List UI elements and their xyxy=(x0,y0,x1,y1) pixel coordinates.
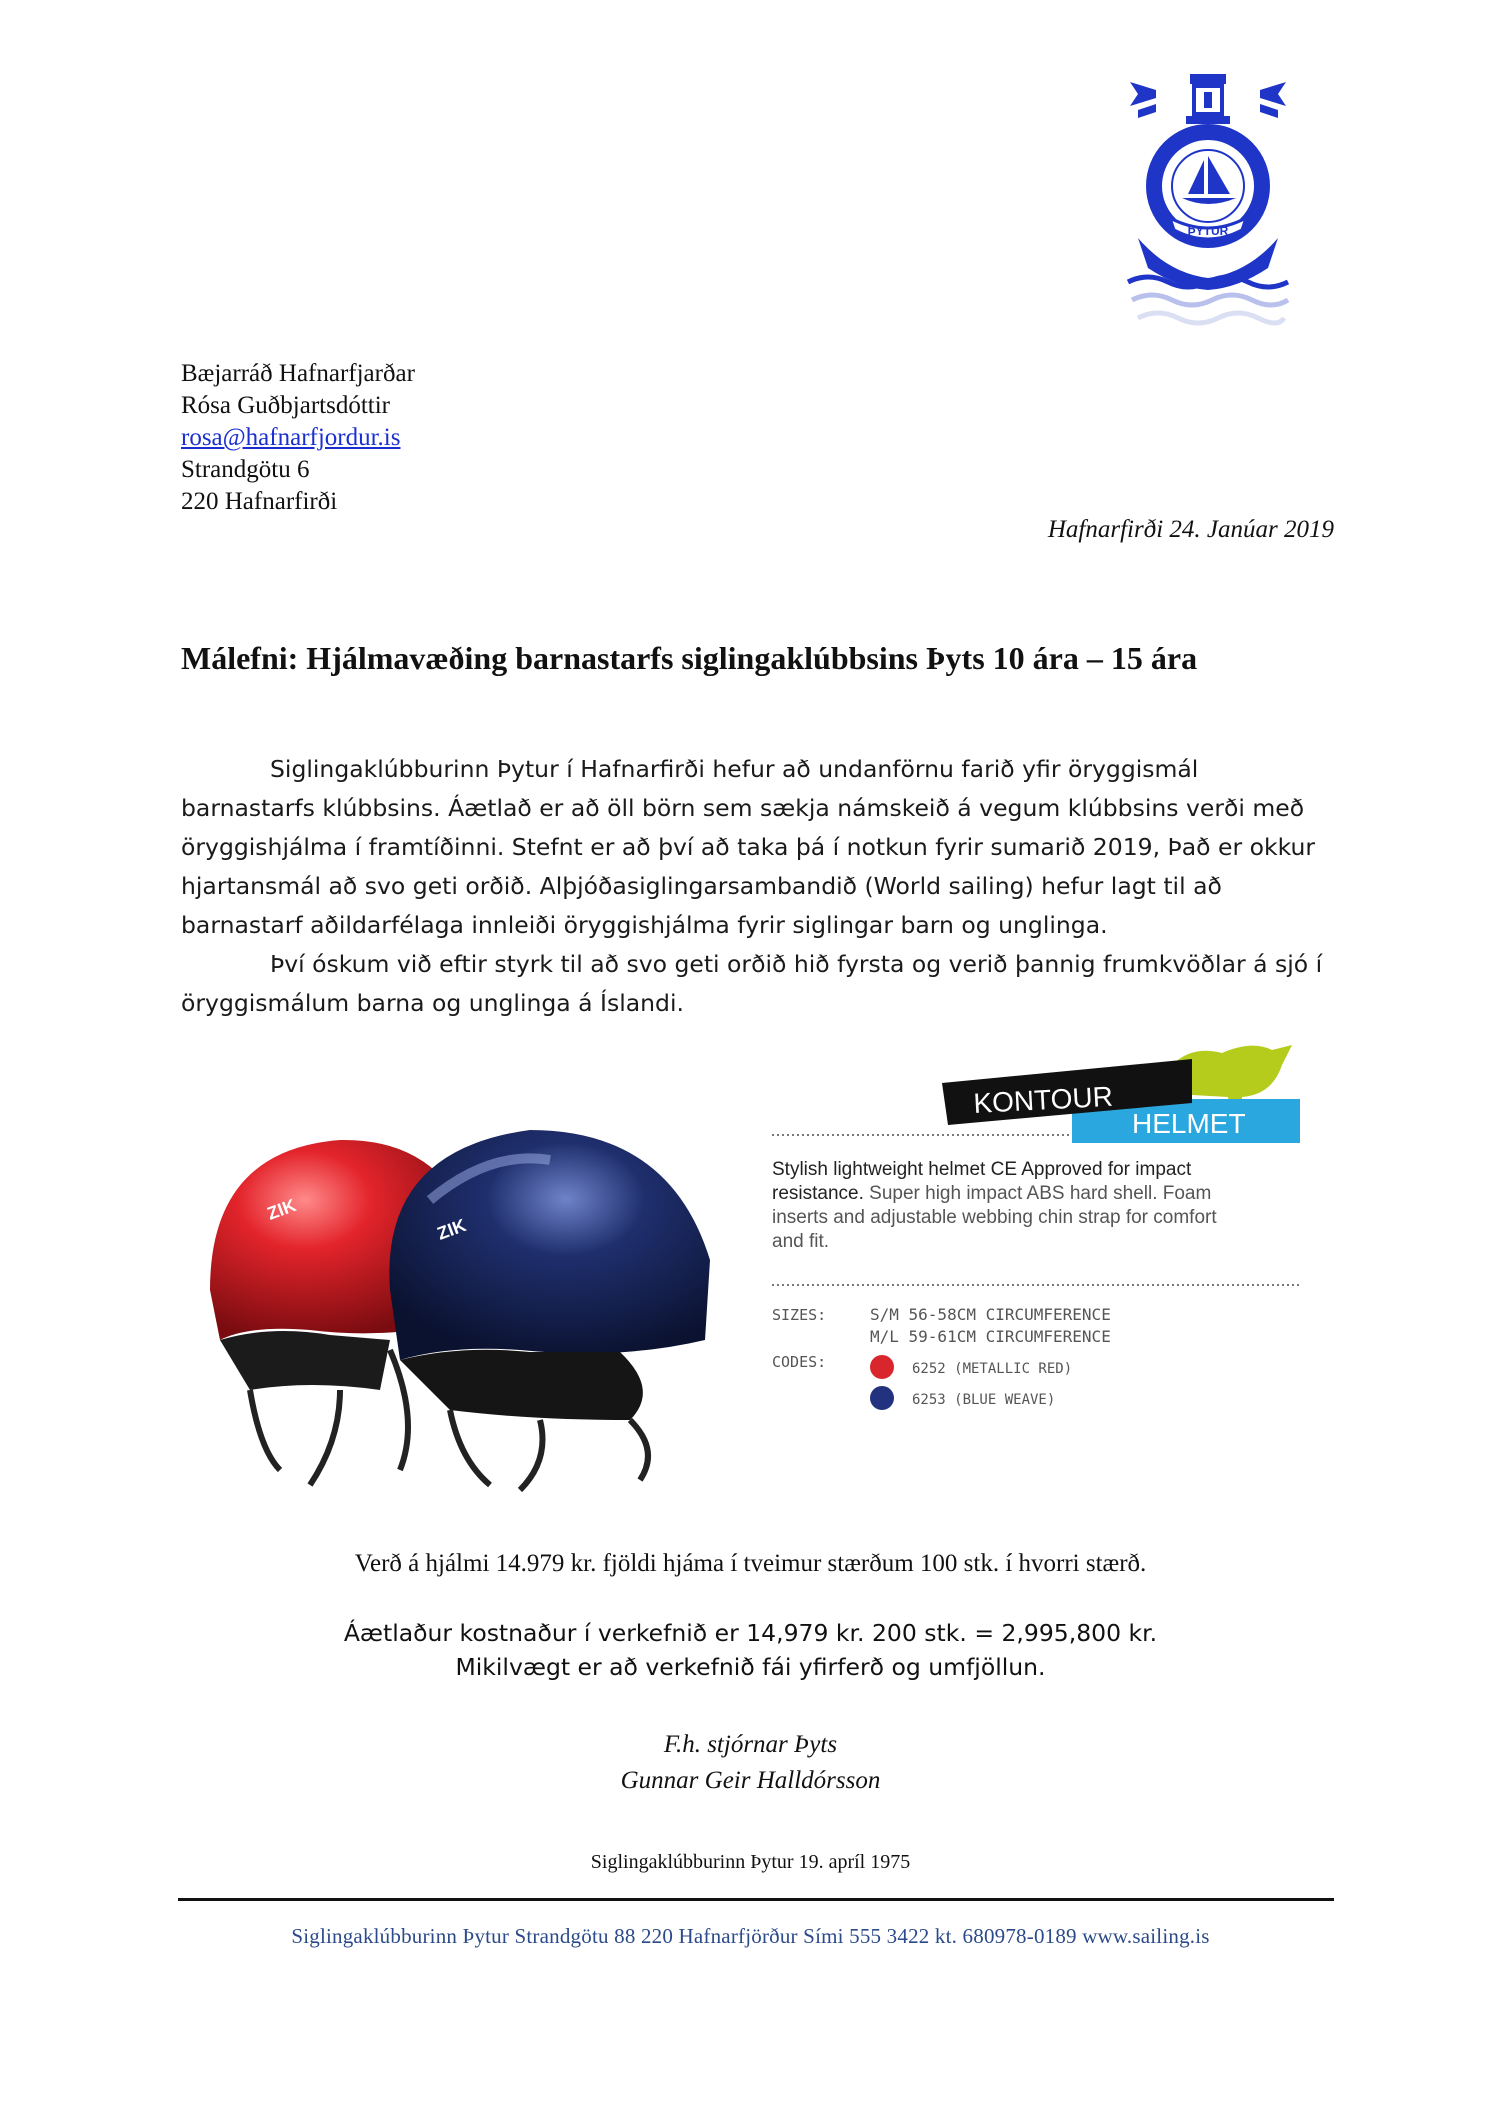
code-blue: 6253 (BLUE WEAVE) xyxy=(912,1392,1056,1408)
club-logo xyxy=(1108,68,1308,338)
recipient-person: Rósa Guðbjartsdóttir xyxy=(181,392,391,419)
product-desc-3: inserts and adjustable webbing chin strap for comfort xyxy=(772,1207,1217,1228)
product-desc-2a: resistance. xyxy=(772,1183,864,1204)
letter-date: Hafnarfirði 24. Janúar 2019 xyxy=(1047,516,1334,543)
product-desc-1: Stylish lightweight helmet CE Approved for impact xyxy=(772,1159,1192,1180)
product-desc-4: and fit. xyxy=(772,1231,830,1252)
cost-line-1: Áætlaður kostnaður í verkefnið er 14,979 kr. 200 stk. = 2,995,800 kr. xyxy=(343,1619,1158,1647)
product-name: HELMET xyxy=(1132,1108,1246,1139)
body-paragraph-1: Siglingaklúbburinn Þytur í Hafnarfirði hefur að undanförnu farið yfir öryggismál barnastarfs klúbbsins. Áætlað er að öll börn sem sækja námskeið á vegum klúbbsins verði með öryggishjálma í framtíðinni. Stefnt er að því að taka þá í notkun fyrir sumarið 2019, Það er okkur hjartansmál að svo geti orðið. Alþjóðasiglingarsambandið (World sailing) hefur lagt til að barnastarf aðildarfélaga innleiði öryggishjálma fyrir siglingar barn og unglinga. xyxy=(181,755,1316,939)
footer-divider xyxy=(178,1898,1334,1901)
price-line: Verð á hjálmi 14.979 kr. fjöldi hjáma í tveimur stærðum 100 stk. í hvorri stærð. xyxy=(354,1550,1147,1577)
metallic-red-swatch xyxy=(870,1355,894,1379)
recipient-name-line: Bæjarráð Hafnarfjarðar xyxy=(181,360,415,387)
body-paragraph-2: Því óskum við eftir styrk til að svo geti orðið hið fyrsta og verið þannig frumkvöðlar á sjó í öryggismálum barna og unglinga á Íslandi. xyxy=(181,950,1323,1017)
size-ml: M/L 59-61CM CIRCUMFERENCE xyxy=(870,1327,1111,1346)
signature-block xyxy=(0,1727,1501,1799)
recipient-street: Strandgötu 6 xyxy=(181,456,310,483)
footer-contact: Siglingaklúbburinn Þytur Strandgötu 88 220 Hafnarfjörður Sími 555 3422 kt. 680978-0189 www.sailing.is xyxy=(291,1924,1210,1948)
cost-block xyxy=(0,1616,1501,1684)
cost-line-2: Mikilvægt er að verkefnið fái yfirferð og umfjöllun. xyxy=(455,1653,1046,1681)
blue-weave-swatch xyxy=(870,1386,894,1410)
signature-line-1: F.h. stjórnar Þyts xyxy=(663,1731,838,1758)
codes-label: CODES: xyxy=(772,1353,827,1371)
product-desc-2b: Super high impact ABS hard shell. Foam xyxy=(863,1183,1212,1204)
founded-line: Siglingaklúbburinn Þytur 19. apríl 1975 xyxy=(590,1851,911,1873)
helmet-photo xyxy=(190,1090,750,1500)
sizes-label: SIZES: xyxy=(772,1306,827,1324)
recipient-city: 220 Hafnarfirði xyxy=(181,488,338,515)
svg-text:ÞYTUR: ÞYTUR xyxy=(1187,224,1229,238)
size-sm: S/M 56-58CM CIRCUMFERENCE xyxy=(870,1305,1111,1324)
svg-text:ZIK: ZIK xyxy=(434,1215,469,1244)
product-spec-card xyxy=(752,1035,1312,1455)
recipient-email-link[interactable]: rosa@hafnarfjordur.is xyxy=(181,424,401,451)
svg-text:resistance. Super high impact xyxy=(772,1183,1211,1204)
code-red: 6252 (METALLIC RED) xyxy=(912,1361,1073,1377)
svg-text:ZIK: ZIK xyxy=(264,1195,299,1224)
signature-line-2: Gunnar Geir Halldórsson xyxy=(620,1767,881,1794)
letter-subject: Málefni: Hjálmavæðing barnastarfs siglingaklúbbsins Þyts 10 ára – 15 ára xyxy=(181,640,1198,676)
product-brand: KONTOUR xyxy=(972,1080,1114,1119)
